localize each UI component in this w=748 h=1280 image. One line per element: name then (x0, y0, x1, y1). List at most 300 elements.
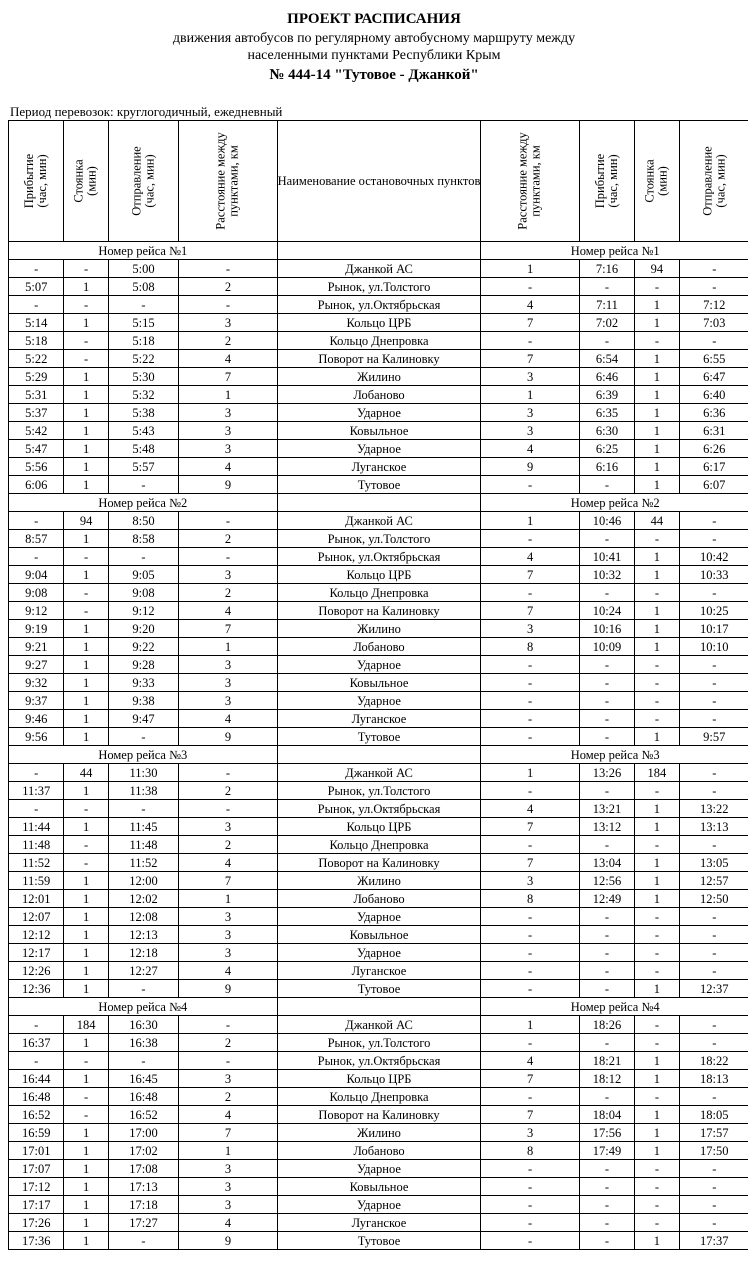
table-row (9, 314, 748, 332)
table-cell: 5:31 (9, 386, 64, 404)
stop-name-cell: Жилино (277, 1124, 481, 1142)
table-cell: 12:00 (108, 872, 178, 890)
table-cell: - (9, 512, 64, 530)
table-cell: - (679, 710, 748, 728)
table-cell: 44 (635, 512, 679, 530)
table-cell: 8:57 (9, 530, 64, 548)
stop-name-cell: Кольцо ЦРБ (277, 566, 481, 584)
table-cell: 13:26 (579, 764, 634, 782)
table-cell: 1 (179, 890, 277, 908)
col-stop: Стоянка (мин) (64, 121, 108, 242)
table-cell: - (679, 260, 748, 278)
table-cell: - (179, 548, 277, 566)
trip-label-left: Номер рейса №4 (9, 998, 278, 1016)
table-cell: 2 (179, 1034, 277, 1052)
table-cell: 7 (179, 1124, 277, 1142)
table-cell: - (579, 656, 634, 674)
stop-name-cell: Поворот на Калиновку (277, 854, 481, 872)
stop-name-cell: Джанкой АС (277, 764, 481, 782)
table-cell: 7 (179, 872, 277, 890)
table-cell: 1 (481, 764, 579, 782)
table-cell: - (481, 836, 579, 854)
table-cell: - (679, 530, 748, 548)
table-cell: 7 (481, 350, 579, 368)
stop-name-cell: Жилино (277, 872, 481, 890)
table-cell: 1 (179, 1142, 277, 1160)
table-cell: 6:26 (679, 440, 748, 458)
stop-name-cell: Ударное (277, 908, 481, 926)
table-cell: - (9, 1016, 64, 1034)
table-cell: 17:08 (108, 1160, 178, 1178)
table-cell: 44 (64, 764, 108, 782)
table-row (9, 800, 748, 818)
table-cell: - (9, 548, 64, 566)
table-cell: 1 (635, 1106, 679, 1124)
table-cell: - (481, 656, 579, 674)
table-cell: - (635, 836, 679, 854)
table-row (9, 1124, 748, 1142)
stop-name-cell: Ударное (277, 656, 481, 674)
table-cell: 17:17 (9, 1196, 64, 1214)
table-cell: - (64, 1106, 108, 1124)
table-cell: 9:22 (108, 638, 178, 656)
table-cell: 17:00 (108, 1124, 178, 1142)
trip-label-right: Номер рейса №2 (481, 494, 748, 512)
table-cell: - (635, 1160, 679, 1178)
table-cell: 13:04 (579, 854, 634, 872)
table-cell: 3 (179, 692, 277, 710)
table-cell: 12:37 (679, 980, 748, 998)
table-cell: 9:47 (108, 710, 178, 728)
table-cell: 9:04 (9, 566, 64, 584)
table-cell: - (64, 548, 108, 566)
table-cell: - (679, 1160, 748, 1178)
table-cell: 6:40 (679, 386, 748, 404)
table-cell: 1 (635, 1052, 679, 1070)
table-cell: 1 (179, 386, 277, 404)
table-cell: 1 (635, 980, 679, 998)
table-cell: 7 (481, 818, 579, 836)
stop-name-cell: Кольцо ЦРБ (277, 818, 481, 836)
table-cell: 6:17 (679, 458, 748, 476)
table-cell: 1 (635, 1232, 679, 1250)
table-cell: 9:27 (9, 656, 64, 674)
table-cell: 12:27 (108, 962, 178, 980)
table-cell: 10:33 (679, 566, 748, 584)
trip-label-left: Номер рейса №3 (9, 746, 278, 764)
table-cell: - (679, 1088, 748, 1106)
table-cell: 6:16 (579, 458, 634, 476)
table-cell: 1 (64, 368, 108, 386)
table-cell: 1 (635, 1124, 679, 1142)
table-cell: - (679, 584, 748, 602)
table-cell: - (635, 692, 679, 710)
table-cell: 10:25 (679, 602, 748, 620)
stop-name-cell: Ударное (277, 944, 481, 962)
table-cell: 6:35 (579, 404, 634, 422)
table-cell: 16:30 (108, 1016, 178, 1034)
table-row (9, 350, 748, 368)
table-cell: 1 (635, 1142, 679, 1160)
table-cell: 12:13 (108, 926, 178, 944)
table-cell: 1 (64, 908, 108, 926)
table-cell: - (481, 1196, 579, 1214)
table-cell: 9:12 (108, 602, 178, 620)
table-cell: 1 (635, 368, 679, 386)
table-cell: - (64, 260, 108, 278)
table-row (9, 602, 748, 620)
stop-name-cell: Ковыльное (277, 674, 481, 692)
table-cell: 11:38 (108, 782, 178, 800)
table-cell: 16:45 (108, 1070, 178, 1088)
table-cell: - (635, 1214, 679, 1232)
table-cell: 16:52 (9, 1106, 64, 1124)
table-row (9, 404, 748, 422)
stop-name-cell: Тутовое (277, 476, 481, 494)
table-cell: - (481, 1088, 579, 1106)
table-cell: 1 (64, 1196, 108, 1214)
table-cell: - (481, 782, 579, 800)
table-cell: 1 (481, 512, 579, 530)
table-cell: 5:08 (108, 278, 178, 296)
table-cell: 2 (179, 782, 277, 800)
table-cell: 10:10 (679, 638, 748, 656)
stop-name-cell: Рынок, ул.Октябрьская (277, 548, 481, 566)
table-row (9, 836, 748, 854)
table-cell: 12:07 (9, 908, 64, 926)
table-cell: 7:02 (579, 314, 634, 332)
table-cell: 10:42 (679, 548, 748, 566)
table-cell: - (9, 800, 64, 818)
table-cell: - (579, 782, 634, 800)
table-cell: 1 (64, 1178, 108, 1196)
stop-name-cell: Ударное (277, 1160, 481, 1178)
table-cell: 6:46 (579, 368, 634, 386)
table-row (9, 818, 748, 836)
table-cell: 10:24 (579, 602, 634, 620)
table-cell: 2 (179, 530, 277, 548)
table-cell: 3 (179, 674, 277, 692)
table-row (9, 944, 748, 962)
table-cell: 1 (635, 638, 679, 656)
table-cell: - (635, 656, 679, 674)
table-cell: 11:44 (9, 818, 64, 836)
table-cell: - (64, 332, 108, 350)
table-cell: 7 (481, 1070, 579, 1088)
stop-name-cell: Ударное (277, 440, 481, 458)
table-cell: - (579, 674, 634, 692)
table-cell: 11:52 (9, 854, 64, 872)
table-cell: - (579, 728, 634, 746)
table-cell: - (481, 1232, 579, 1250)
stop-name-cell: Кольцо Днепровка (277, 332, 481, 350)
table-cell: - (481, 908, 579, 926)
table-row (9, 1196, 748, 1214)
table-cell: 3 (481, 368, 579, 386)
table-cell: 9:32 (9, 674, 64, 692)
table-cell: - (9, 260, 64, 278)
table-cell: 17:57 (679, 1124, 748, 1142)
table-cell: 4 (179, 962, 277, 980)
table-cell: 2 (179, 1088, 277, 1106)
table-cell: 8:50 (108, 512, 178, 530)
table-cell: 10:32 (579, 566, 634, 584)
col-r-stop: Стоянка (мин) (635, 121, 679, 242)
table-cell: - (481, 278, 579, 296)
table-cell: 18:26 (579, 1016, 634, 1034)
table-cell: 10:46 (579, 512, 634, 530)
table-cell: - (679, 782, 748, 800)
table-cell: 10:09 (579, 638, 634, 656)
table-cell: 7:11 (579, 296, 634, 314)
table-cell: 17:13 (108, 1178, 178, 1196)
table-cell: - (179, 260, 277, 278)
table-cell: 13:21 (579, 800, 634, 818)
table-cell: 12:18 (108, 944, 178, 962)
table-cell: 7:12 (679, 296, 748, 314)
table-cell: 5:15 (108, 314, 178, 332)
table-cell: - (481, 710, 579, 728)
table-cell: 1 (635, 890, 679, 908)
stop-name-cell: Жилино (277, 620, 481, 638)
table-cell: 1 (635, 440, 679, 458)
table-cell: - (679, 278, 748, 296)
table-cell: - (108, 1052, 178, 1070)
table-cell: 3 (179, 440, 277, 458)
table-cell: - (579, 926, 634, 944)
table-cell: 12:01 (9, 890, 64, 908)
table-cell: - (635, 332, 679, 350)
table-cell: - (579, 278, 634, 296)
table-cell: 10:17 (679, 620, 748, 638)
table-cell: 7 (481, 1106, 579, 1124)
table-row (9, 728, 748, 746)
table-row (9, 368, 748, 386)
table-cell: 16:48 (108, 1088, 178, 1106)
table-cell: 1 (635, 314, 679, 332)
table-cell: 1 (64, 404, 108, 422)
table-cell: - (481, 926, 579, 944)
table-cell: - (64, 800, 108, 818)
stop-name-cell: Жилино (277, 368, 481, 386)
table-cell: 1 (64, 692, 108, 710)
table-row (9, 1142, 748, 1160)
stop-name-cell: Лобаново (277, 386, 481, 404)
table-cell: - (64, 1088, 108, 1106)
table-cell: 6:39 (579, 386, 634, 404)
table-cell: - (64, 296, 108, 314)
table-cell: 1 (64, 1070, 108, 1088)
stop-name-cell: Луганское (277, 1214, 481, 1232)
table-cell: - (579, 1034, 634, 1052)
table-cell: 1 (64, 890, 108, 908)
trip-header-row (9, 242, 748, 260)
table-cell: - (679, 1214, 748, 1232)
table-cell: 7 (481, 566, 579, 584)
table-cell: - (579, 584, 634, 602)
table-cell: 9 (179, 728, 277, 746)
table-cell: - (64, 836, 108, 854)
table-cell: - (579, 710, 634, 728)
table-cell: - (64, 602, 108, 620)
table-cell: - (9, 296, 64, 314)
table-cell: 13:13 (679, 818, 748, 836)
col-stop-name: Наименование остановочных пунктов (277, 121, 481, 242)
trip-label-spacer (277, 746, 481, 764)
table-cell: 184 (64, 1016, 108, 1034)
table-cell: 1 (64, 440, 108, 458)
table-cell: 6:55 (679, 350, 748, 368)
table-cell: 94 (635, 260, 679, 278)
trip-label-left: Номер рейса №1 (9, 242, 278, 260)
table-cell: 1 (64, 962, 108, 980)
table-row (9, 386, 748, 404)
table-row (9, 530, 748, 548)
table-cell: - (579, 962, 634, 980)
table-row (9, 692, 748, 710)
stop-name-cell: Кольцо Днепровка (277, 836, 481, 854)
table-cell: - (481, 944, 579, 962)
table-cell: 7:03 (679, 314, 748, 332)
table-cell: 9:38 (108, 692, 178, 710)
stop-name-cell: Рынок, ул.Толстого (277, 1034, 481, 1052)
table-cell: 1 (64, 476, 108, 494)
table-cell: 1 (635, 800, 679, 818)
table-cell: 17:18 (108, 1196, 178, 1214)
table-cell: 12:56 (579, 872, 634, 890)
table-cell: - (635, 710, 679, 728)
table-cell: 7 (481, 854, 579, 872)
table-cell: 17:50 (679, 1142, 748, 1160)
table-cell: - (481, 1178, 579, 1196)
table-row (9, 962, 748, 980)
table-cell: 4 (179, 458, 277, 476)
table-cell: 11:48 (9, 836, 64, 854)
trip-header-row (9, 494, 748, 512)
table-cell: 1 (635, 728, 679, 746)
table-cell: 17:36 (9, 1232, 64, 1250)
stop-name-cell: Лобаново (277, 890, 481, 908)
table-cell: 10:41 (579, 548, 634, 566)
stop-name-cell: Кольцо Днепровка (277, 1088, 481, 1106)
table-cell: 17:27 (108, 1214, 178, 1232)
table-cell: 1 (179, 638, 277, 656)
table-cell: - (179, 764, 277, 782)
table-cell: - (481, 1034, 579, 1052)
table-cell: 5:42 (9, 422, 64, 440)
table-cell: 1 (635, 854, 679, 872)
table-cell: 16:52 (108, 1106, 178, 1124)
stop-name-cell: Лобаново (277, 638, 481, 656)
table-cell: 5:18 (9, 332, 64, 350)
table-cell: 1 (64, 386, 108, 404)
table-cell: 9:05 (108, 566, 178, 584)
table-cell: 4 (179, 1106, 277, 1124)
trip-header-row (9, 998, 748, 1016)
table-cell: 11:52 (108, 854, 178, 872)
table-cell: 8:58 (108, 530, 178, 548)
stop-name-cell: Кольцо ЦРБ (277, 314, 481, 332)
table-cell: 17:56 (579, 1124, 634, 1142)
table-cell: 1 (64, 278, 108, 296)
table-cell: 2 (179, 332, 277, 350)
table-cell: - (481, 1160, 579, 1178)
table-cell: 12:08 (108, 908, 178, 926)
table-cell: 1 (64, 1034, 108, 1052)
table-cell: - (679, 836, 748, 854)
table-cell: 9:37 (9, 692, 64, 710)
table-cell: 1 (64, 926, 108, 944)
table-cell: 1 (64, 1232, 108, 1250)
table-cell: 9:20 (108, 620, 178, 638)
table-cell: 9 (179, 476, 277, 494)
table-cell: 3 (179, 926, 277, 944)
table-cell: - (679, 332, 748, 350)
table-cell: - (9, 1052, 64, 1070)
table-cell: 18:13 (679, 1070, 748, 1088)
table-cell: - (179, 1052, 277, 1070)
stop-name-cell: Ударное (277, 692, 481, 710)
table-row (9, 584, 748, 602)
table-cell: 4 (481, 800, 579, 818)
table-cell: - (108, 296, 178, 314)
table-cell: 1 (64, 422, 108, 440)
table-cell: 3 (179, 1196, 277, 1214)
table-cell: - (108, 980, 178, 998)
table-cell: - (679, 512, 748, 530)
table-cell: 1 (64, 872, 108, 890)
table-cell: 3 (179, 1070, 277, 1088)
table-cell: - (579, 836, 634, 854)
table-cell: - (679, 764, 748, 782)
stop-name-cell: Рынок, ул.Толстого (277, 782, 481, 800)
table-cell: 17:49 (579, 1142, 634, 1160)
table-cell: - (635, 1088, 679, 1106)
table-cell: 9 (179, 980, 277, 998)
table-cell: 7:16 (579, 260, 634, 278)
stop-name-cell: Луганское (277, 962, 481, 980)
table-cell: 5:14 (9, 314, 64, 332)
subtitle-line-2: населенными пунктами Республики Крым (247, 48, 501, 63)
table-row (9, 926, 748, 944)
table-cell: - (481, 980, 579, 998)
stop-name-cell: Ударное (277, 404, 481, 422)
table-cell: 2 (179, 278, 277, 296)
table-cell: 9:57 (679, 728, 748, 746)
table-row (9, 422, 748, 440)
table-cell: 5:37 (9, 404, 64, 422)
table-cell: 12:36 (9, 980, 64, 998)
table-row (9, 1160, 748, 1178)
table-cell: 1 (64, 314, 108, 332)
table-cell: 4 (179, 710, 277, 728)
table-cell: 10:16 (579, 620, 634, 638)
table-cell: 13:22 (679, 800, 748, 818)
table-cell: 4 (179, 1214, 277, 1232)
table-cell: 18:04 (579, 1106, 634, 1124)
table-cell: 13:12 (579, 818, 634, 836)
route-title: № 444-14 "Тутовое - Джанкой" (269, 67, 479, 83)
stop-name-cell: Тутовое (277, 728, 481, 746)
stop-name-cell: Рынок, ул.Октябрьская (277, 1052, 481, 1070)
table-cell: - (481, 530, 579, 548)
table-cell: 1 (64, 566, 108, 584)
table-cell: 4 (179, 350, 277, 368)
col-arrival: Прибытие (час, мин) (9, 121, 64, 242)
table-cell: 1 (64, 710, 108, 728)
table-cell: 4 (481, 1052, 579, 1070)
table-cell: 3 (481, 1124, 579, 1142)
